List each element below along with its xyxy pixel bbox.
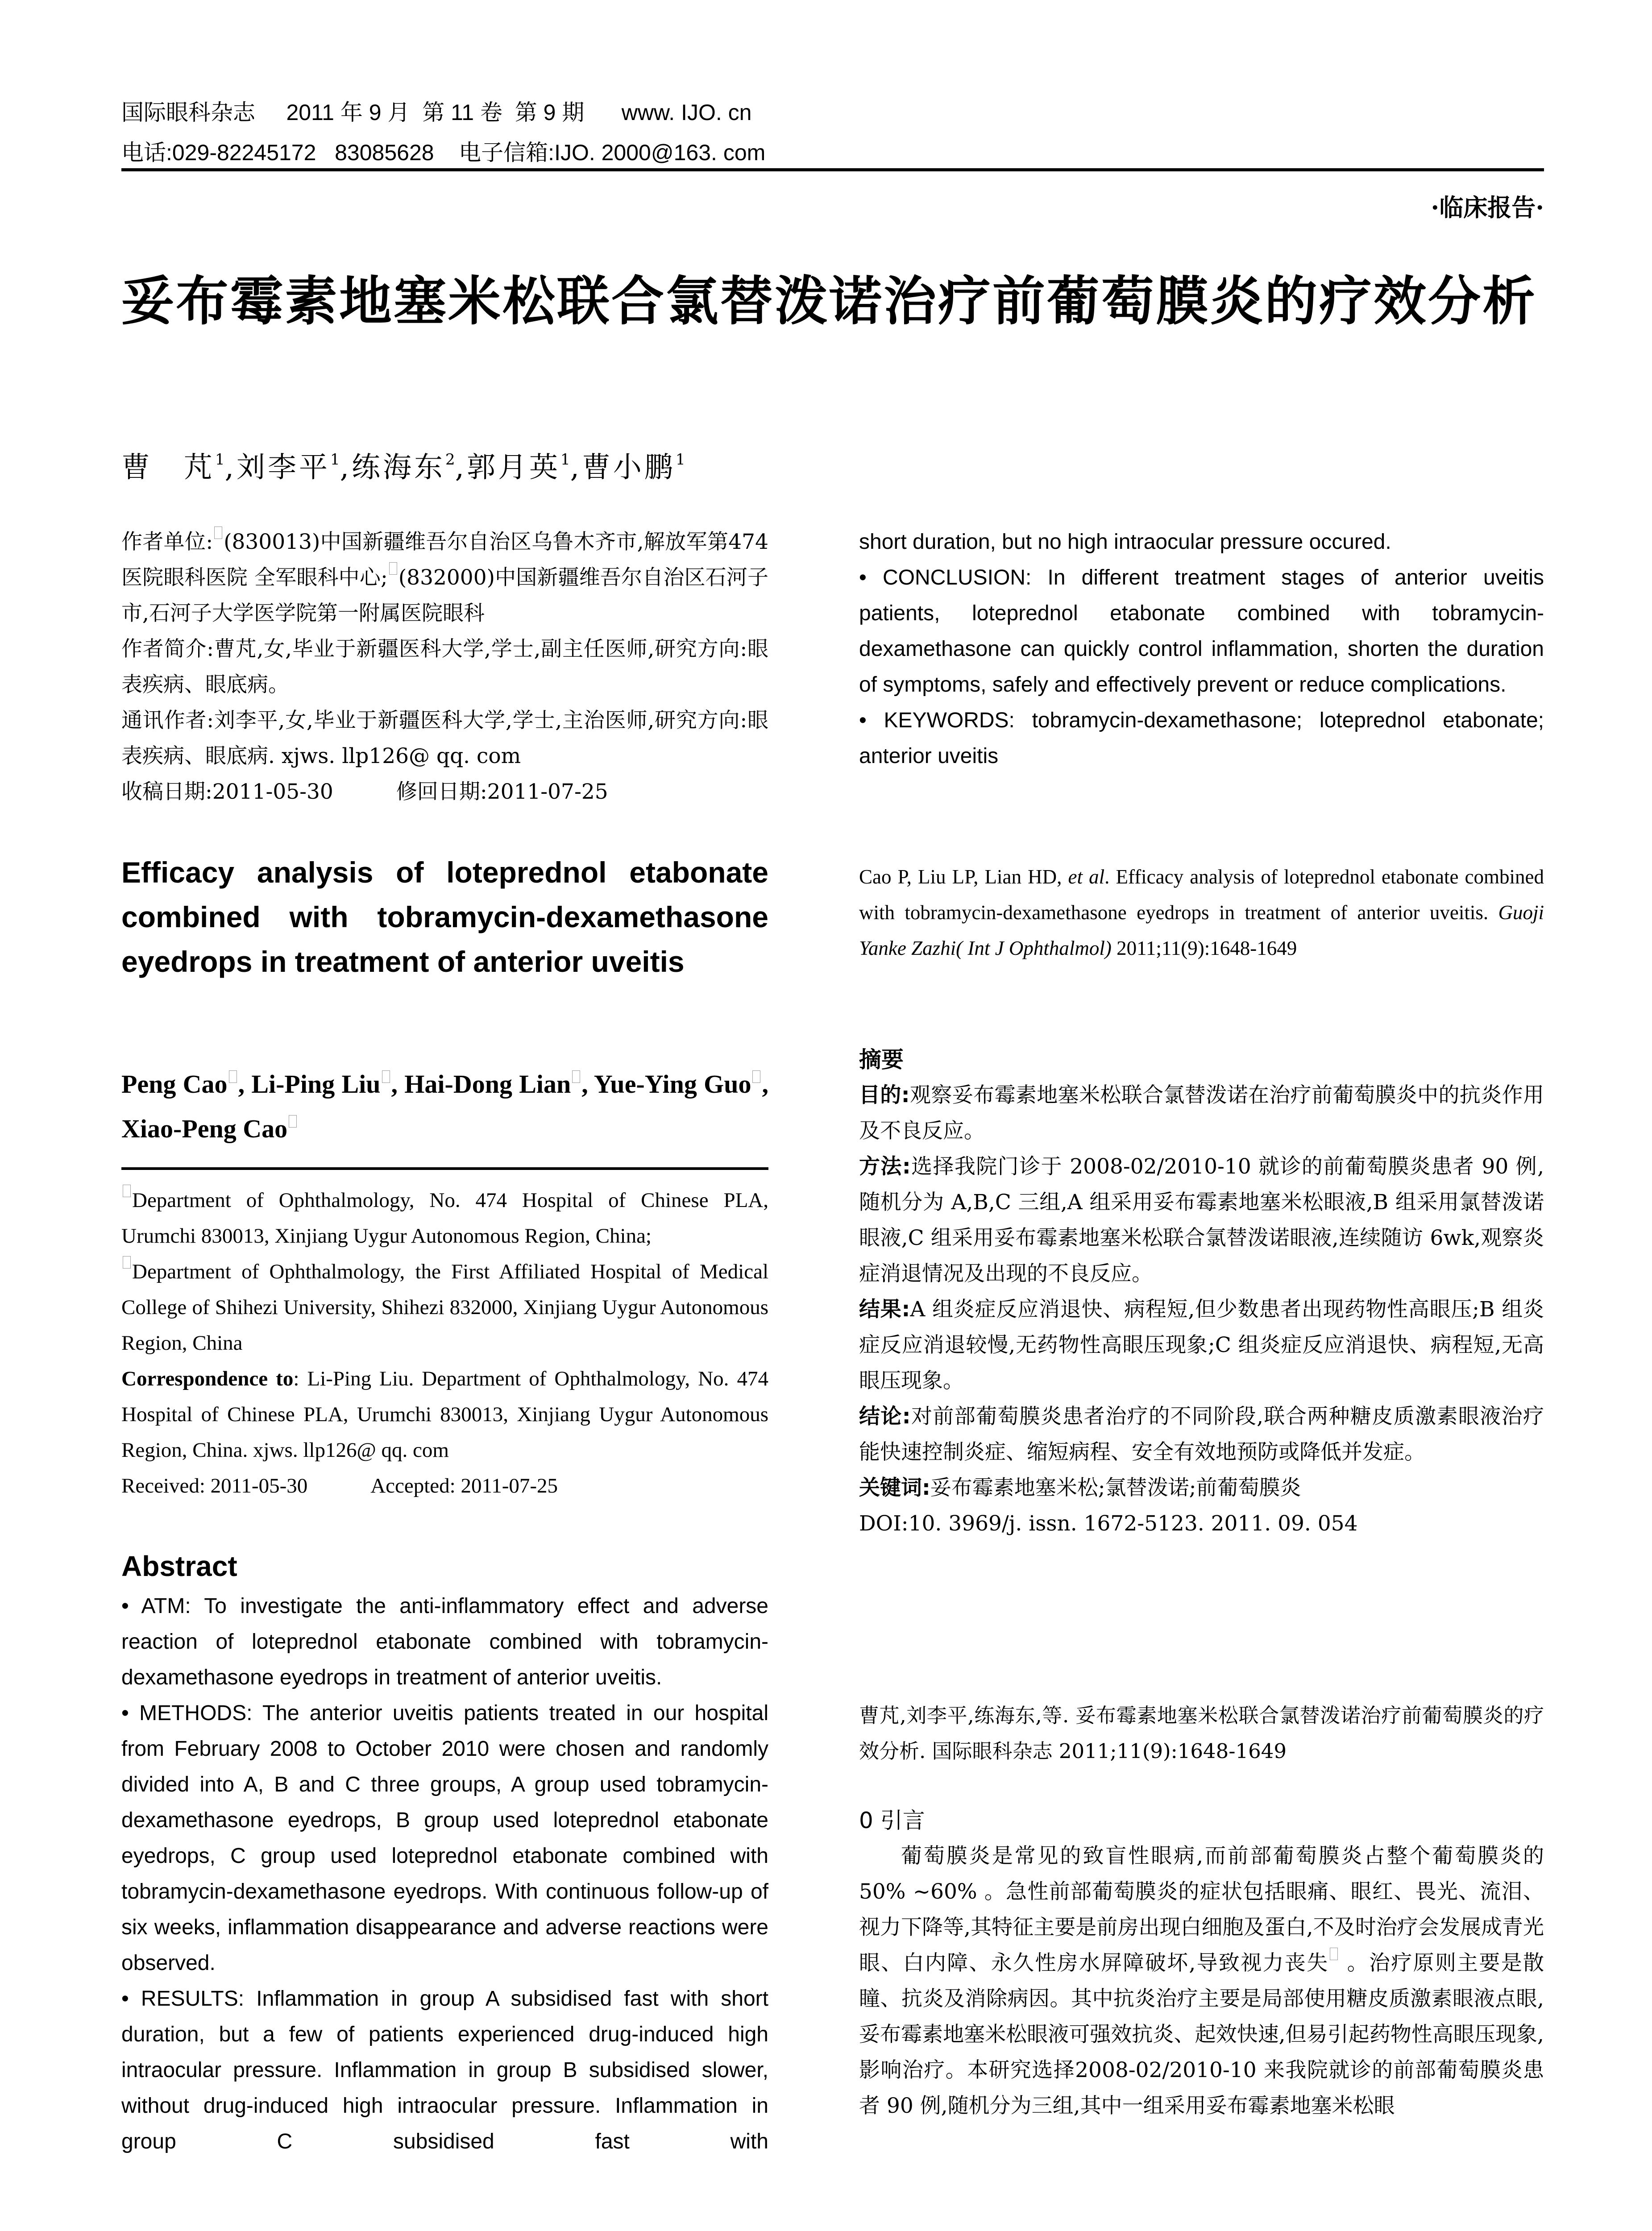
abstract-cn-body bbox=[859, 1078, 1544, 1542]
intro-body: 葡萄膜炎是常见的致盲性眼病,而前部葡萄膜炎占整个葡萄膜炎的 50% ~60% 。急性前部葡萄膜炎的症状包括眼痛、眼红、畏光、流泪、视力下降等,其特征主要是前房出现白细胞及蛋白,不及时治疗会发展成青光眼、白内障、永久性房水屏障破坏,导致视力丧失 。治疗原则主要是散瞳、抗炎及消除病因。其中抗炎治疗主要是局部使用糖皮质激素眼液点眼,妥布霉素地塞米松眼液可强效抗炎、起效快速,但易引起药物性高眼压现象,影响治疗。本研究选择2008-02/2010-10 来我院就诊的前部葡萄膜炎患者 90 例,随机分为三组,其中一组采用妥布霉素地塞米松眼 bbox=[859, 1844, 1544, 2118]
author-info-block bbox=[121, 524, 768, 810]
author-cn: 练海东$^2$ bbox=[351, 451, 455, 484]
phone: 电话:029-82245172 bbox=[121, 140, 316, 165]
journal-header-line1 bbox=[121, 99, 751, 126]
author-cn: 曹 芃$^1$ bbox=[121, 451, 225, 484]
journal-header-line2 bbox=[121, 139, 765, 166]
author-cn: 郭月英$^1$ bbox=[466, 451, 570, 484]
abstract-cn-keywords: 关键词:妥布霉素地塞米松;氯替泼诺;前葡萄膜炎 bbox=[859, 1476, 1301, 1500]
abstract-aim: • ATM: To investigate the anti-inflammatory effect and adverse reaction of loteprednol etabonate combined with tobramycin-dexamethasone eyedrops in treatment of anterior uveitis. bbox=[121, 1594, 768, 1689]
dates-en: Received: 2011-05-30 Accepted: 2011-07-25 bbox=[121, 1474, 558, 1497]
affiliation-cn: 作者单位: (830013)中国新疆维吾尔自治区乌鲁木齐市,解放军第474 医院眼科医院 全军眼科中心; (832000)中国新疆维吾尔自治区石河子市,石河子大学医学院第一附属医院眼科 bbox=[121, 524, 768, 631]
authors-cn: 曹 芃$^1$,刘李平$^1$,练海东$^2$,郭月英$^1$,曹小鹏$^1$ bbox=[121, 451, 685, 484]
abstract-keywords: • KEYWORDS: tobramycin-dexamethasone; loteprednol etabonate; anterior uveitis bbox=[859, 709, 1544, 768]
journal-website-link[interactable]: www. IJO. cn bbox=[621, 100, 752, 125]
footnote-marker-icon bbox=[289, 1115, 297, 1128]
abstract-conclusion: • CONCLUSION: In different treatment stages of anterior uveitis patients, loteprednol etabonate combined with tobramycin-dexamethasone can quickly control inflammation, shorten the duration of symptoms, safely and effectively prevent or reduce complications. bbox=[859, 566, 1544, 697]
section-label: ·临床报告· bbox=[1431, 193, 1544, 222]
authors-en: Peng Cao , Li-Ping Liu , Hai-Dong Lian , Yue-Ying Guo , Xiao-Peng Cao bbox=[121, 1070, 768, 1143]
abstract-heading: Abstract bbox=[121, 1550, 237, 1582]
article-title-en: Efficacy analysis of loteprednol etabonate combined with tobramycin-dexamethasone eyedrops in treatment of anterior uveitis bbox=[121, 856, 768, 978]
volume: 第 11 卷 bbox=[422, 100, 502, 125]
footnote-marker-icon bbox=[229, 1070, 237, 1083]
intro-heading: 0 引言 bbox=[859, 1808, 925, 1833]
issue-date: 2011 年 9 月 bbox=[286, 100, 410, 125]
citation-en: Cao P, Liu LP, Lian HD, et al. Efficacy analysis of loteprednol etabonate combined with tobramycin-dexamethasone eyedrops in treatment of anterior uveitis. Guoji Yanke Zazhi( Int J Ophthalmol) 2011;11(9):1648-1649 bbox=[859, 866, 1544, 959]
footnote-marker-icon bbox=[382, 1070, 390, 1083]
citation-marker-icon bbox=[1330, 1948, 1338, 1960]
journal-name: 国际眼科杂志 bbox=[121, 100, 255, 125]
footnote-marker-icon bbox=[389, 562, 397, 575]
article-title-cn: 妥布霉素地塞米松联合氯替泼诺治疗前葡萄膜炎的疗效分析 bbox=[121, 270, 1537, 332]
abstract-body-right bbox=[859, 524, 1544, 774]
abstract-methods: • METHODS: The anterior uveitis patients treated in our hospital from February 2008 to October 2010 were chosen and randomly divided into A, B and C three groups, A group used tobramycin-dexamethasone eyedrops, B group used loteprednol etabonate eyedrops, C group used loteprednol etabonate combined with tobramycin-dexamethasone eyedrops. With continuous follow-up of six weeks, inflammation disappearance and adverse reactions were observed. bbox=[121, 1701, 768, 1975]
abstract-results-cont: short duration, but no high intraocular pressure occured. bbox=[859, 530, 1391, 554]
footnote-marker-icon bbox=[214, 527, 222, 539]
footnote-marker-icon bbox=[572, 1070, 580, 1083]
footnote-marker-icon bbox=[123, 1256, 131, 1269]
author-separator bbox=[121, 1167, 768, 1170]
affiliation-en-1: Department of Ophthalmology, No. 474 Hospital of Chinese PLA, Urumchi 830013, Xinjiang Uygur Autonomous Region, China; bbox=[121, 1182, 768, 1254]
affiliation-en-2: Department of Ophthalmology, the First Affiliated Hospital of Medical College of Shihezi University, Shihezi 832000, Xinjiang Uygur Autonomous Region, China bbox=[121, 1254, 768, 1361]
author-cn: 刘李平$^1$ bbox=[236, 451, 340, 484]
citation-cn: 曹芃,刘李平,练海东,等. 妥布霉素地塞米松联合氯替泼诺治疗前葡萄膜炎的疗效分析. 国际眼科杂志 2011;11(9):1648-1649 bbox=[859, 1704, 1544, 1763]
phone2: 83085628 bbox=[335, 140, 434, 165]
issue-number: 第 9 期 bbox=[515, 100, 585, 125]
doi: DOI:10. 3969/j. issn. 1672-5123. 2011. 09. 054 bbox=[859, 1511, 1358, 1536]
abstract-cn-methods: 方法:选择我院门诊于 2008-02/2010-10 就诊的前葡萄膜炎患者 90 例,随机分为 A,B,C 三组,A 组采用妥布霉素地塞米松眼液,B 组采用氯替泼诺眼液,C 组采用妥布霉素地塞米松联合氯替泼诺眼液,连续随访 6wk,观察炎症消退情况及出现的不良反应。 bbox=[859, 1154, 1544, 1286]
correspondence-en: Correspondence to: Li-Ping Liu. Department of Ophthalmology, No. 474 Hospital of Chinese PLA, Urumchi 830013, Xinjiang Uygur Autonomous Region, China. xjws. llp126@ qq. com bbox=[121, 1367, 768, 1462]
journal-email-link[interactable]: 电子信箱:IJO. 2000@163. com bbox=[459, 140, 766, 165]
abstract-cn-conclusion: 结论:对前部葡萄膜炎患者治疗的不同阶段,联合两种糖皮质激素眼液治疗能快速控制炎症、缩短病程、安全有效地预防或降低并发症。 bbox=[859, 1404, 1544, 1464]
affiliations-en bbox=[121, 1182, 768, 1504]
header-rule bbox=[121, 168, 1544, 171]
corresponding-author: 通讯作者:刘李平,女,毕业于新疆医科大学,学士,主治医师,研究方向:眼表疾病、眼底病. xjws. llp126@ qq. com bbox=[121, 708, 768, 768]
abstract-cn-results: 结果:A 组炎症反应消退快、病程短,但少数患者出现药物性高眼压;B 组炎症反应消退较慢,无药物性高眼压现象;C 组炎症反应消退快、病程短,无高眼压现象。 bbox=[859, 1297, 1544, 1393]
abstract-body-left bbox=[121, 1588, 768, 2160]
dates-cn: 收稿日期:2011-05-30 修回日期:2011-07-25 bbox=[121, 780, 608, 804]
abstract-cn-heading: 摘要 bbox=[859, 1047, 904, 1073]
footnote-marker-icon bbox=[123, 1185, 131, 1197]
author-bio: 作者简介:曹芃,女,毕业于新疆医科大学,学士,副主任医师,研究方向:眼表疾病、眼底病。 bbox=[121, 637, 768, 697]
footnote-marker-icon bbox=[752, 1070, 760, 1083]
author-cn: 曹小鹏$^1$ bbox=[581, 451, 685, 484]
abstract-cn-aim: 目的:观察妥布霉素地塞米松联合氯替泼诺在治疗前葡萄膜炎中的抗炎作用及不良反应。 bbox=[859, 1083, 1544, 1143]
abstract-results: • RESULTS: Inflammation in group A subsidised fast with short duration, but a few of patients experienced drug-induced high intraocular pressure. Inflammation in group B subsidised slower, without drug-induced high intraocular pressure. Inflammation in group C subsidised fast with bbox=[121, 1987, 768, 2153]
